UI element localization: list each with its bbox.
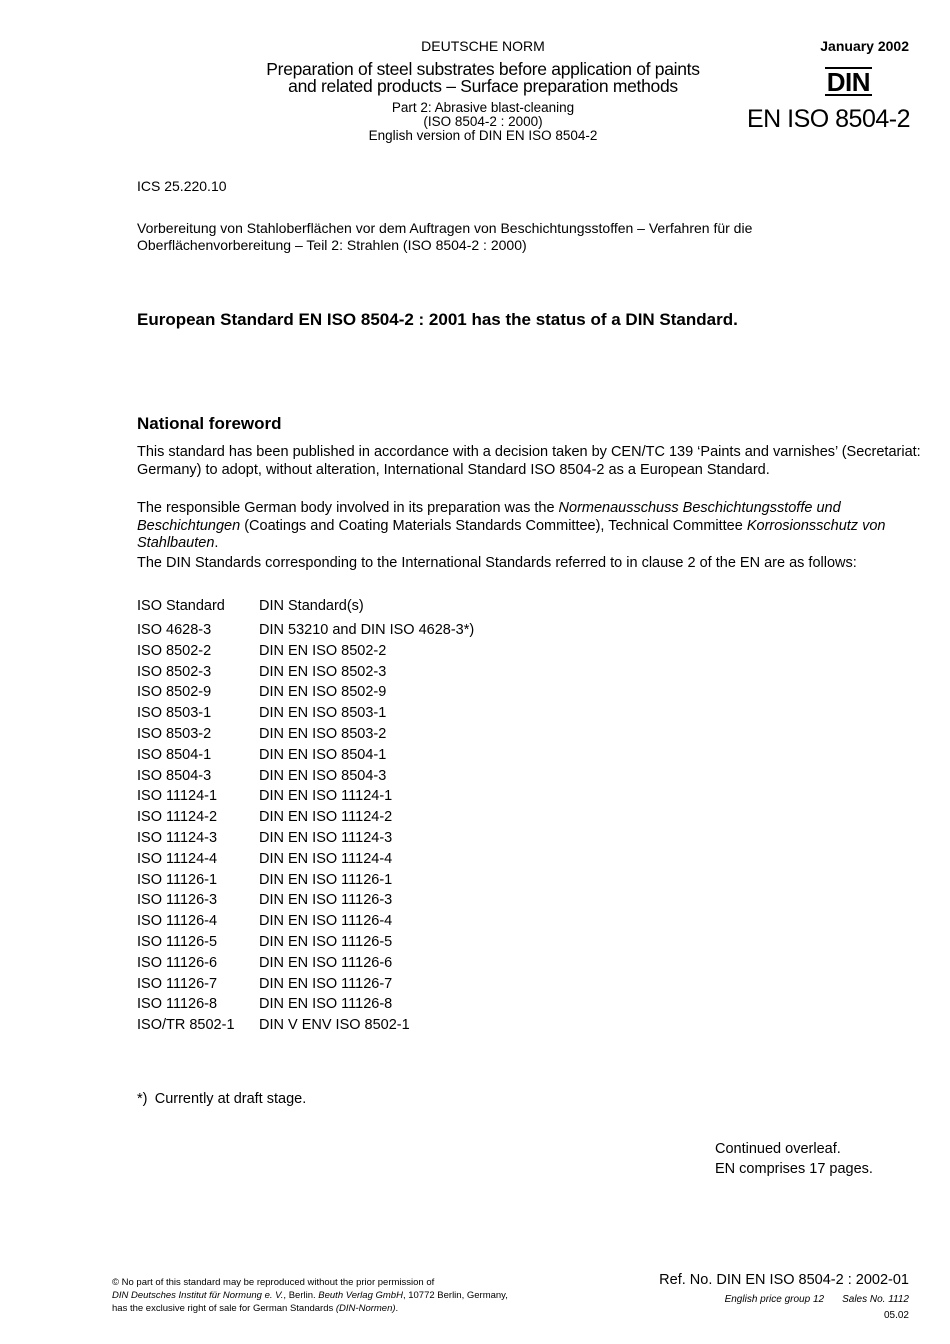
table-row <box>137 807 474 828</box>
table-header-row <box>137 597 474 620</box>
iso-standard-cell: ISO 8503-2 <box>137 725 212 742</box>
copyright-text-2: has the exclusive right of sale for German Standards <box>112 1303 336 1314</box>
copyright-period: . <box>395 1303 399 1314</box>
din-standard-cell: DIN EN ISO 11124-1 <box>259 788 393 805</box>
din-standard-cell: DIN EN ISO 11126-5 <box>259 933 393 950</box>
beuth-verlag-name: Beuth Verlag GmbH <box>318 1290 403 1301</box>
iso-standard-cell: ISO 11126-5 <box>137 933 218 950</box>
table-row <box>137 828 474 849</box>
iso-standard-cell: ISO 11126-8 <box>137 996 218 1013</box>
committee-name-german: Normenausschuss Beschichtungsstoffe und Beschichtungen <box>137 500 841 534</box>
foreword-p2-text-c: (Coatings and Coating Materials Standards Committee), Technical Committee <box>240 517 747 534</box>
german-title-line-1: Vorbereitung von Stahloberflächen vor dem Auftragen von Beschichtungsstoffen – Verfahren für die <box>137 220 753 236</box>
reference-number: Ref. No. DIN EN ISO 8504-2 : 2002-01 <box>659 1272 909 1288</box>
iso-reference: (ISO 8504-2 : 2000) <box>423 114 543 129</box>
copyright-address: , 10772 Berlin, Germany, <box>402 1290 508 1301</box>
column-header-din: DIN Standard(s) <box>259 598 364 614</box>
din-standard-cell: DIN EN ISO 8502-2 <box>259 642 387 659</box>
din-standard-cell: DIN EN ISO 11126-4 <box>259 913 393 930</box>
table-row <box>137 662 474 683</box>
iso-standard-cell: ISO 11126-6 <box>137 954 218 971</box>
copyright-line-3 <box>112 1302 592 1315</box>
din-logo: DIN <box>826 67 870 97</box>
din-standard-cell: DIN EN ISO 11124-2 <box>259 809 393 826</box>
din-standard-cell: DIN EN ISO 8503-1 <box>259 705 387 722</box>
sales-number: Sales No. 1112 <box>842 1294 909 1305</box>
table-row <box>137 890 474 911</box>
publication-date: January 2002 <box>820 38 909 54</box>
iso-standard-cell: ISO 8504-3 <box>137 767 212 784</box>
table-row <box>137 682 474 703</box>
norm-label: DEUTSCHE NORM <box>421 38 545 54</box>
edition-code: 05.02 <box>883 1310 909 1321</box>
din-standard-cell: DIN EN ISO 11126-1 <box>259 871 393 888</box>
din-standard-cell: DIN EN ISO 11124-3 <box>259 829 393 846</box>
din-standard-cell: DIN EN ISO 8504-3 <box>259 767 387 784</box>
document-title <box>225 61 741 95</box>
iso-standard-cell: ISO 11124-3 <box>137 829 218 846</box>
din-standard-cell: DIN EN ISO 11124-4 <box>259 850 393 867</box>
foreword-paragraph-2 <box>137 500 927 553</box>
table-row <box>137 870 474 891</box>
iso-standard-cell: ISO 8502-2 <box>137 642 212 659</box>
part-label: Part 2: Abrasive blast-cleaning <box>391 100 575 115</box>
din-institute-name: DIN Deutsches Institut für Normung e. V. <box>112 1290 284 1301</box>
table-row <box>137 641 474 662</box>
din-normen-label: (DIN-Normen) <box>335 1303 396 1314</box>
foreword-p2-text-a: The responsible German body involved in its preparation was the <box>137 500 559 516</box>
din-standard-cell: DIN EN ISO 11126-7 <box>259 975 393 992</box>
table-row <box>137 703 474 724</box>
table-row <box>137 766 474 787</box>
table-body <box>137 620 474 1036</box>
iso-standard-cell: ISO 8504-1 <box>137 746 212 763</box>
iso-standard-cell: ISO 11126-3 <box>137 892 218 909</box>
table-row <box>137 724 474 745</box>
iso-standard-cell: ISO 8503-1 <box>137 705 212 722</box>
table-row <box>137 974 474 995</box>
iso-standard-cell: ISO 8502-3 <box>137 663 212 680</box>
iso-standard-cell: ISO 11126-4 <box>137 913 218 930</box>
price-group: English price group 12 <box>724 1294 825 1305</box>
din-standard-cell: DIN EN ISO 8503-2 <box>259 725 387 742</box>
column-header-iso: ISO Standard <box>137 598 225 614</box>
din-standard-cell: DIN EN ISO 8502-3 <box>259 663 387 680</box>
title-line-2: and related products – Surface preparation methods <box>288 76 678 96</box>
title-line-1: Preparation of steel substrates before application of paints <box>266 59 700 79</box>
din-standard-cell: DIN EN ISO 8502-9 <box>259 684 387 701</box>
price-info <box>725 1294 909 1305</box>
din-standard-cell: DIN EN ISO 11126-6 <box>259 954 393 971</box>
foreword-paragraph-3: The DIN Standards corresponding to the International Standards referred to in clause 2 of the EN are as follows: <box>137 555 857 571</box>
german-title <box>137 220 897 254</box>
iso-standard-cell: ISO 11124-2 <box>137 809 218 826</box>
copyright-line-1: © No part of this standard may be reproduced without the prior permission of <box>112 1277 435 1288</box>
table-row <box>137 745 474 766</box>
table-row <box>137 994 474 1015</box>
english-version-label: English version of DIN EN ISO 8504-2 <box>368 128 598 143</box>
copyright-line-2 <box>112 1289 592 1302</box>
table-row <box>137 786 474 807</box>
iso-standard-cell: ISO 4628-3 <box>137 622 212 638</box>
national-foreword-heading: National foreword <box>137 414 282 433</box>
european-standard-status: European Standard EN ISO 8504-2 : 2001 has the status of a DIN Standard. <box>137 310 738 329</box>
din-standard-cell: DIN V ENV ISO 8502-1 <box>259 1017 410 1034</box>
table-row <box>137 849 474 870</box>
din-standard-cell: DIN EN ISO 8504-1 <box>259 746 387 763</box>
continuation-note <box>715 1139 873 1179</box>
table-row <box>137 911 474 932</box>
german-title-line-2: Oberflächenvorbereitung – Teil 2: Strahlen (ISO 8504-2 : 2000) <box>137 237 527 253</box>
standard-number: EN ISO 8504-2 <box>746 105 910 133</box>
footnote: *) Currently at draft stage. <box>137 1091 307 1107</box>
din-standard-cell: DIN 53210 and DIN ISO 4628-3*) <box>259 622 475 638</box>
technical-committee-name: Korrosionsschutz von Stahlbauten <box>137 517 886 551</box>
copyright-notice <box>112 1276 592 1315</box>
iso-standard-cell: ISO 8502-9 <box>137 684 212 701</box>
standards-table <box>137 597 474 1036</box>
document-subtitle <box>320 101 646 143</box>
ics-code: ICS 25.220.10 <box>137 178 227 194</box>
table-row <box>137 1015 474 1036</box>
foreword-paragraph-1: This standard has been published in accordance with a decision taken by CEN/TC 139 ‘Paints and varnishes’ (Secretariat: Germany) to adopt, without alteration, International Standard ISO 8504-2 as a European Standard. <box>137 444 921 478</box>
copyright-text: , Berlin. <box>283 1290 319 1301</box>
table-row <box>137 953 474 974</box>
table-row <box>137 620 474 641</box>
iso-standard-cell: ISO 11124-1 <box>137 788 218 805</box>
iso-standard-cell: ISO/TR 8502-1 <box>137 1017 235 1034</box>
iso-standard-cell: ISO 11124-4 <box>137 850 218 867</box>
din-standard-cell: DIN EN ISO 11126-8 <box>259 996 393 1013</box>
foreword-p2-text-e: . <box>214 535 219 551</box>
continued-overleaf: Continued overleaf. <box>715 1141 841 1157</box>
table-row <box>137 932 474 953</box>
din-standard-cell: DIN EN ISO 11126-3 <box>259 892 393 909</box>
iso-standard-cell: ISO 11126-1 <box>137 871 218 888</box>
iso-standard-cell: ISO 11126-7 <box>137 975 218 992</box>
page-count: EN comprises 17 pages. <box>715 1161 873 1177</box>
